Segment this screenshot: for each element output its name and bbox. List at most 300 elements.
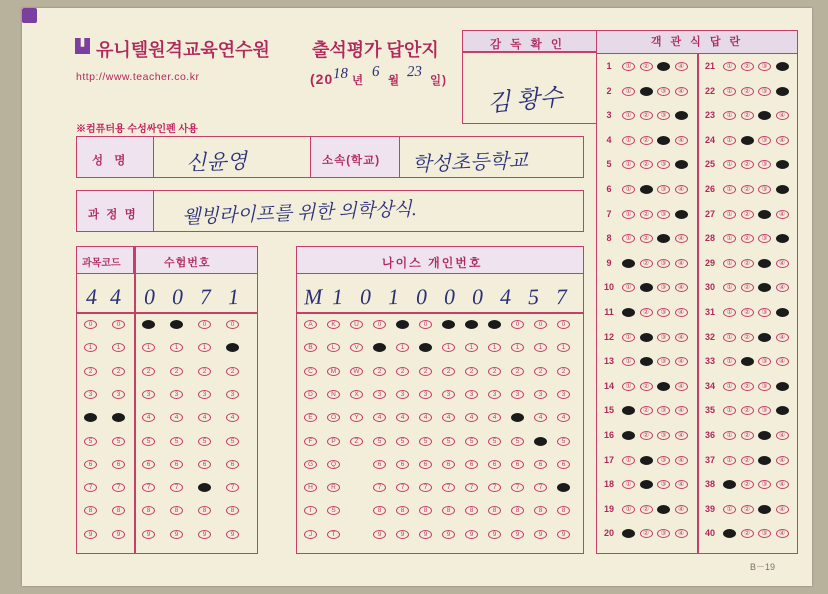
code-bubble-c6-2[interactable]: 2: [226, 367, 239, 376]
nice-bubble-letter-c2-K[interactable]: K: [327, 320, 340, 329]
nice-bubble-c8-7[interactable]: 7: [465, 483, 478, 492]
mcq-bubble-q16-opt4[interactable]: ④: [675, 431, 688, 440]
mcq-bubble-q27-opt4[interactable]: ④: [776, 210, 789, 219]
mcq-bubble-q5-opt2[interactable]: ②: [640, 160, 653, 169]
nice-bubble-c9-3[interactable]: 3: [488, 390, 501, 399]
nice-bubble-c7-4[interactable]: 4: [442, 413, 455, 422]
nice-bubble-c4-4[interactable]: 4: [373, 413, 386, 422]
mcq-bubble-q9-opt3[interactable]: ③: [657, 259, 670, 268]
nice-bubble-c8-2[interactable]: 2: [465, 367, 478, 376]
nice-bubble-letter-c1-F[interactable]: F: [304, 437, 317, 446]
mcq-bubble-q28-opt2[interactable]: ②: [741, 234, 754, 243]
mcq-bubble-q38-opt4[interactable]: ④: [776, 480, 789, 489]
mcq-bubble-q26-opt2[interactable]: ②: [741, 185, 754, 194]
nice-bubble-c11-0[interactable]: 0: [534, 320, 547, 329]
nice-bubble-c12-4[interactable]: 4: [557, 413, 570, 422]
nice-bubble-letter-c1-I[interactable]: I: [304, 506, 317, 515]
mcq-bubble-q29-opt3[interactable]: [758, 259, 771, 268]
mcq-bubble-q32-opt3[interactable]: [758, 333, 771, 342]
mcq-bubble-q12-opt3[interactable]: ③: [657, 333, 670, 342]
mcq-bubble-q34-opt2[interactable]: ②: [741, 382, 754, 391]
mcq-bubble-q40-opt3[interactable]: ③: [758, 529, 771, 538]
mcq-bubble-q20-opt3[interactable]: ③: [657, 529, 670, 538]
code-bubble-c6-3[interactable]: 3: [226, 390, 239, 399]
nice-bubble-letter-c3-Z[interactable]: Z: [350, 437, 363, 446]
nice-bubble-c11-3[interactable]: 3: [534, 390, 547, 399]
nice-bubble-c8-9[interactable]: 9: [465, 530, 478, 539]
mcq-bubble-q39-opt3[interactable]: [758, 505, 771, 514]
mcq-bubble-q3-opt4[interactable]: [675, 111, 688, 120]
nice-bubble-c11-5[interactable]: [534, 437, 547, 446]
code-bubble-c5-8[interactable]: 8: [198, 506, 211, 515]
mcq-bubble-q25-opt3[interactable]: ③: [758, 160, 771, 169]
code-bubble-c5-2[interactable]: 2: [198, 367, 211, 376]
nice-bubble-letter-c2-O[interactable]: O: [327, 413, 340, 422]
mcq-bubble-q17-opt3[interactable]: ③: [657, 456, 670, 465]
nice-bubble-c11-1[interactable]: 1: [534, 343, 547, 352]
mcq-bubble-q3-opt2[interactable]: ②: [640, 111, 653, 120]
mcq-bubble-q8-opt1[interactable]: ①: [622, 234, 635, 243]
code-bubble-c4-5[interactable]: 5: [170, 437, 183, 446]
mcq-bubble-q22-opt2[interactable]: ②: [741, 87, 754, 96]
nice-bubble-c12-1[interactable]: 1: [557, 343, 570, 352]
code-bubble-c6-8[interactable]: 8: [226, 506, 239, 515]
nice-bubble-letter-c3-W[interactable]: W: [350, 367, 363, 376]
nice-bubble-c10-1[interactable]: 1: [511, 343, 524, 352]
nice-bubble-c5-8[interactable]: 8: [396, 506, 409, 515]
nice-bubble-c9-7[interactable]: 7: [488, 483, 501, 492]
mcq-bubble-q20-opt4[interactable]: ④: [675, 529, 688, 538]
nice-bubble-c6-9[interactable]: 9: [419, 530, 432, 539]
code-bubble-c3-3[interactable]: 3: [142, 390, 155, 399]
nice-bubble-c10-8[interactable]: 8: [511, 506, 524, 515]
mcq-bubble-q27-opt1[interactable]: ①: [723, 210, 736, 219]
nice-bubble-c5-6[interactable]: 6: [396, 460, 409, 469]
mcq-bubble-q15-opt2[interactable]: ②: [640, 406, 653, 415]
mcq-bubble-q38-opt2[interactable]: ②: [741, 480, 754, 489]
nice-bubble-c4-8[interactable]: 8: [373, 506, 386, 515]
mcq-bubble-q6-opt1[interactable]: ①: [622, 185, 635, 194]
nice-bubble-c10-0[interactable]: 0: [511, 320, 524, 329]
nice-bubble-c9-8[interactable]: 8: [488, 506, 501, 515]
nice-bubble-letter-c3-V[interactable]: V: [350, 343, 363, 352]
nice-bubble-letter-c2-P[interactable]: P: [327, 437, 340, 446]
mcq-bubble-q23-opt4[interactable]: ④: [776, 111, 789, 120]
mcq-bubble-q40-opt2[interactable]: ②: [741, 529, 754, 538]
nice-bubble-c9-6[interactable]: 6: [488, 460, 501, 469]
nice-bubble-c7-5[interactable]: 5: [442, 437, 455, 446]
nice-bubble-c4-3[interactable]: 3: [373, 390, 386, 399]
mcq-bubble-q7-opt1[interactable]: ①: [622, 210, 635, 219]
code-bubble-c6-4[interactable]: 4: [226, 413, 239, 422]
code-bubble-c1-7[interactable]: 7: [84, 483, 97, 492]
mcq-bubble-q29-opt2[interactable]: ②: [741, 259, 754, 268]
mcq-bubble-q6-opt2[interactable]: [640, 185, 653, 194]
code-bubble-c3-1[interactable]: 1: [142, 343, 155, 352]
nice-bubble-c7-8[interactable]: 8: [442, 506, 455, 515]
nice-bubble-c10-2[interactable]: 2: [511, 367, 524, 376]
code-bubble-c5-5[interactable]: 5: [198, 437, 211, 446]
nice-bubble-c12-9[interactable]: 9: [557, 530, 570, 539]
mcq-bubble-q1-opt2[interactable]: ②: [640, 62, 653, 71]
nice-bubble-c7-0[interactable]: [442, 320, 455, 329]
mcq-bubble-q30-opt2[interactable]: ②: [741, 283, 754, 292]
code-bubble-c1-3[interactable]: 3: [84, 390, 97, 399]
code-bubble-c2-0[interactable]: 0: [112, 320, 125, 329]
mcq-bubble-q18-opt1[interactable]: ①: [622, 480, 635, 489]
nice-bubble-c8-1[interactable]: 1: [465, 343, 478, 352]
mcq-bubble-q1-opt3[interactable]: [657, 62, 670, 71]
nice-bubble-c12-2[interactable]: 2: [557, 367, 570, 376]
mcq-bubble-q6-opt3[interactable]: ③: [657, 185, 670, 194]
nice-bubble-letter-c2-S[interactable]: S: [327, 506, 340, 515]
mcq-bubble-q7-opt4[interactable]: [675, 210, 688, 219]
mcq-bubble-q22-opt4[interactable]: [776, 87, 789, 96]
nice-bubble-c7-9[interactable]: 9: [442, 530, 455, 539]
mcq-bubble-q23-opt1[interactable]: ①: [723, 111, 736, 120]
nice-bubble-c6-5[interactable]: 5: [419, 437, 432, 446]
code-bubble-c1-5[interactable]: 5: [84, 437, 97, 446]
code-bubble-c1-2[interactable]: 2: [84, 367, 97, 376]
mcq-bubble-q31-opt3[interactable]: ③: [758, 308, 771, 317]
mcq-bubble-q4-opt2[interactable]: ②: [640, 136, 653, 145]
mcq-bubble-q33-opt1[interactable]: ①: [723, 357, 736, 366]
nice-bubble-c6-0[interactable]: 0: [419, 320, 432, 329]
nice-bubble-c11-4[interactable]: 4: [534, 413, 547, 422]
mcq-bubble-q2-opt1[interactable]: ①: [622, 87, 635, 96]
nice-bubble-c11-7[interactable]: 7: [534, 483, 547, 492]
nice-bubble-c9-9[interactable]: 9: [488, 530, 501, 539]
nice-bubble-letter-c1-G[interactable]: G: [304, 460, 317, 469]
mcq-bubble-q16-opt3[interactable]: ③: [657, 431, 670, 440]
mcq-bubble-q26-opt3[interactable]: ③: [758, 185, 771, 194]
mcq-bubble-q36-opt4[interactable]: ④: [776, 431, 789, 440]
mcq-bubble-q16-opt1[interactable]: [622, 431, 635, 440]
mcq-bubble-q25-opt1[interactable]: ①: [723, 160, 736, 169]
nice-bubble-c12-5[interactable]: 5: [557, 437, 570, 446]
mcq-bubble-q37-opt3[interactable]: [758, 456, 771, 465]
code-bubble-c6-7[interactable]: 7: [226, 483, 239, 492]
nice-bubble-letter-c1-C[interactable]: C: [304, 367, 317, 376]
mcq-bubble-q35-opt2[interactable]: ②: [741, 406, 754, 415]
nice-bubble-letter-c2-N[interactable]: N: [327, 390, 340, 399]
code-bubble-c2-9[interactable]: 9: [112, 530, 125, 539]
code-bubble-c5-6[interactable]: 6: [198, 460, 211, 469]
code-bubble-c5-4[interactable]: 4: [198, 413, 211, 422]
mcq-bubble-q33-opt3[interactable]: ③: [758, 357, 771, 366]
mcq-bubble-q39-opt2[interactable]: ②: [741, 505, 754, 514]
nice-bubble-letter-c2-Q[interactable]: Q: [327, 460, 340, 469]
code-bubble-c4-3[interactable]: 3: [170, 390, 183, 399]
nice-bubble-c5-1[interactable]: 1: [396, 343, 409, 352]
code-bubble-c1-6[interactable]: 6: [84, 460, 97, 469]
nice-bubble-c11-9[interactable]: 9: [534, 530, 547, 539]
nice-bubble-c9-2[interactable]: 2: [488, 367, 501, 376]
nice-bubble-c11-6[interactable]: 6: [534, 460, 547, 469]
mcq-bubble-q5-opt3[interactable]: ③: [657, 160, 670, 169]
nice-bubble-letter-c1-B[interactable]: B: [304, 343, 317, 352]
mcq-bubble-q28-opt4[interactable]: [776, 234, 789, 243]
nice-bubble-c4-9[interactable]: 9: [373, 530, 386, 539]
mcq-bubble-q11-opt1[interactable]: [622, 308, 635, 317]
mcq-bubble-q3-opt1[interactable]: ①: [622, 111, 635, 120]
nice-bubble-c9-4[interactable]: 4: [488, 413, 501, 422]
nice-bubble-c5-9[interactable]: 9: [396, 530, 409, 539]
nice-bubble-c5-7[interactable]: 7: [396, 483, 409, 492]
mcq-bubble-q4-opt3[interactable]: [657, 136, 670, 145]
nice-bubble-c9-5[interactable]: 5: [488, 437, 501, 446]
mcq-bubble-q1-opt4[interactable]: ④: [675, 62, 688, 71]
code-bubble-c3-7[interactable]: 7: [142, 483, 155, 492]
nice-bubble-c9-1[interactable]: 1: [488, 343, 501, 352]
mcq-bubble-q36-opt2[interactable]: ②: [741, 431, 754, 440]
mcq-bubble-q7-opt2[interactable]: ②: [640, 210, 653, 219]
code-bubble-c3-5[interactable]: 5: [142, 437, 155, 446]
mcq-bubble-q14-opt1[interactable]: ①: [622, 382, 635, 391]
mcq-bubble-q27-opt2[interactable]: ②: [741, 210, 754, 219]
nice-bubble-c12-0[interactable]: 0: [557, 320, 570, 329]
mcq-bubble-q27-opt3[interactable]: [758, 210, 771, 219]
mcq-bubble-q28-opt1[interactable]: ①: [723, 234, 736, 243]
mcq-bubble-q2-opt2[interactable]: [640, 87, 653, 96]
mcq-bubble-q26-opt4[interactable]: [776, 185, 789, 194]
mcq-bubble-q16-opt2[interactable]: ②: [640, 431, 653, 440]
code-bubble-c6-9[interactable]: 9: [226, 530, 239, 539]
mcq-bubble-q11-opt3[interactable]: ③: [657, 308, 670, 317]
mcq-bubble-q28-opt3[interactable]: ③: [758, 234, 771, 243]
mcq-bubble-q32-opt2[interactable]: ②: [741, 333, 754, 342]
nice-bubble-c4-5[interactable]: 5: [373, 437, 386, 446]
mcq-bubble-q10-opt4[interactable]: ④: [675, 283, 688, 292]
code-bubble-c4-8[interactable]: 8: [170, 506, 183, 515]
code-bubble-c5-9[interactable]: 9: [198, 530, 211, 539]
nice-bubble-letter-c3-U[interactable]: U: [350, 320, 363, 329]
nice-bubble-c12-6[interactable]: 6: [557, 460, 570, 469]
nice-bubble-c12-8[interactable]: 8: [557, 506, 570, 515]
mcq-bubble-q21-opt3[interactable]: ③: [758, 62, 771, 71]
mcq-bubble-q13-opt3[interactable]: ③: [657, 357, 670, 366]
mcq-bubble-q9-opt2[interactable]: ②: [640, 259, 653, 268]
mcq-bubble-q22-opt1[interactable]: ①: [723, 87, 736, 96]
nice-bubble-c6-6[interactable]: 6: [419, 460, 432, 469]
nice-bubble-c6-2[interactable]: 2: [419, 367, 432, 376]
mcq-bubble-q2-opt3[interactable]: ③: [657, 87, 670, 96]
mcq-bubble-q12-opt4[interactable]: ④: [675, 333, 688, 342]
nice-bubble-letter-c3-Y[interactable]: Y: [350, 413, 363, 422]
mcq-bubble-q34-opt4[interactable]: [776, 382, 789, 391]
code-bubble-c5-3[interactable]: 3: [198, 390, 211, 399]
mcq-bubble-q13-opt1[interactable]: ①: [622, 357, 635, 366]
nice-bubble-c5-2[interactable]: 2: [396, 367, 409, 376]
mcq-bubble-q31-opt1[interactable]: ①: [723, 308, 736, 317]
mcq-bubble-q32-opt1[interactable]: ①: [723, 333, 736, 342]
code-bubble-c5-1[interactable]: 1: [198, 343, 211, 352]
mcq-bubble-q25-opt2[interactable]: ②: [741, 160, 754, 169]
mcq-bubble-q2-opt4[interactable]: ④: [675, 87, 688, 96]
code-bubble-c1-1[interactable]: 1: [84, 343, 97, 352]
mcq-bubble-q37-opt4[interactable]: ④: [776, 456, 789, 465]
mcq-bubble-q11-opt2[interactable]: ②: [640, 308, 653, 317]
mcq-bubble-q34-opt3[interactable]: ③: [758, 382, 771, 391]
mcq-bubble-q14-opt3[interactable]: [657, 382, 670, 391]
code-bubble-c6-6[interactable]: 6: [226, 460, 239, 469]
nice-bubble-letter-c1-H[interactable]: H: [304, 483, 317, 492]
mcq-bubble-q37-opt1[interactable]: ①: [723, 456, 736, 465]
nice-bubble-c7-6[interactable]: 6: [442, 460, 455, 469]
code-bubble-c4-9[interactable]: 9: [170, 530, 183, 539]
nice-bubble-letter-c1-E[interactable]: E: [304, 413, 317, 422]
code-bubble-c2-3[interactable]: 3: [112, 390, 125, 399]
code-bubble-c1-8[interactable]: 8: [84, 506, 97, 515]
mcq-bubble-q4-opt1[interactable]: ①: [622, 136, 635, 145]
mcq-bubble-q4-opt4[interactable]: ④: [675, 136, 688, 145]
nice-bubble-c8-4[interactable]: 4: [465, 413, 478, 422]
mcq-bubble-q21-opt4[interactable]: [776, 62, 789, 71]
mcq-bubble-q21-opt1[interactable]: ①: [723, 62, 736, 71]
mcq-bubble-q19-opt4[interactable]: ④: [675, 505, 688, 514]
code-bubble-c3-8[interactable]: 8: [142, 506, 155, 515]
code-bubble-c3-6[interactable]: 6: [142, 460, 155, 469]
mcq-bubble-q26-opt1[interactable]: ①: [723, 185, 736, 194]
nice-bubble-c7-3[interactable]: 3: [442, 390, 455, 399]
code-bubble-c4-4[interactable]: 4: [170, 413, 183, 422]
mcq-bubble-q13-opt2[interactable]: [640, 357, 653, 366]
mcq-bubble-q7-opt3[interactable]: ③: [657, 210, 670, 219]
mcq-bubble-q33-opt4[interactable]: ④: [776, 357, 789, 366]
mcq-bubble-q8-opt2[interactable]: ②: [640, 234, 653, 243]
code-bubble-c4-7[interactable]: 7: [170, 483, 183, 492]
nice-bubble-letter-c2-M[interactable]: M: [327, 367, 340, 376]
code-bubble-c2-2[interactable]: 2: [112, 367, 125, 376]
code-bubble-c2-7[interactable]: 7: [112, 483, 125, 492]
mcq-bubble-q9-opt1[interactable]: [622, 259, 635, 268]
code-bubble-c1-9[interactable]: 9: [84, 530, 97, 539]
nice-bubble-c10-9[interactable]: 9: [511, 530, 524, 539]
mcq-bubble-q19-opt1[interactable]: ①: [622, 505, 635, 514]
mcq-bubble-q24-opt2[interactable]: [741, 136, 754, 145]
mcq-bubble-q40-opt4[interactable]: ④: [776, 529, 789, 538]
mcq-bubble-q36-opt3[interactable]: [758, 431, 771, 440]
mcq-bubble-q19-opt3[interactable]: [657, 505, 670, 514]
nice-bubble-c5-3[interactable]: 3: [396, 390, 409, 399]
mcq-bubble-q11-opt4[interactable]: ④: [675, 308, 688, 317]
nice-bubble-c4-6[interactable]: 6: [373, 460, 386, 469]
mcq-bubble-q9-opt4[interactable]: ④: [675, 259, 688, 268]
nice-bubble-c11-2[interactable]: 2: [534, 367, 547, 376]
mcq-bubble-q34-opt1[interactable]: ①: [723, 382, 736, 391]
mcq-bubble-q18-opt3[interactable]: ③: [657, 480, 670, 489]
code-bubble-c3-0[interactable]: [142, 320, 155, 329]
mcq-bubble-q21-opt2[interactable]: ②: [741, 62, 754, 71]
code-bubble-c3-2[interactable]: 2: [142, 367, 155, 376]
code-bubble-c4-6[interactable]: 6: [170, 460, 183, 469]
mcq-bubble-q17-opt2[interactable]: [640, 456, 653, 465]
code-bubble-c2-6[interactable]: 6: [112, 460, 125, 469]
mcq-bubble-q18-opt4[interactable]: ④: [675, 480, 688, 489]
mcq-bubble-q32-opt4[interactable]: ④: [776, 333, 789, 342]
mcq-bubble-q30-opt1[interactable]: ①: [723, 283, 736, 292]
mcq-bubble-q31-opt2[interactable]: ②: [741, 308, 754, 317]
nice-bubble-c11-8[interactable]: 8: [534, 506, 547, 515]
mcq-bubble-q18-opt2[interactable]: [640, 480, 653, 489]
code-bubble-c5-0[interactable]: 0: [198, 320, 211, 329]
nice-bubble-c6-8[interactable]: 8: [419, 506, 432, 515]
code-bubble-c3-9[interactable]: 9: [142, 530, 155, 539]
mcq-bubble-q30-opt4[interactable]: ④: [776, 283, 789, 292]
mcq-bubble-q12-opt2[interactable]: [640, 333, 653, 342]
mcq-bubble-q10-opt1[interactable]: ①: [622, 283, 635, 292]
nice-bubble-c7-1[interactable]: 1: [442, 343, 455, 352]
mcq-bubble-q24-opt1[interactable]: ①: [723, 136, 736, 145]
nice-bubble-letter-c1-A[interactable]: A: [304, 320, 317, 329]
code-bubble-c6-0[interactable]: 0: [226, 320, 239, 329]
mcq-bubble-q13-opt4[interactable]: ④: [675, 357, 688, 366]
mcq-bubble-q5-opt1[interactable]: ①: [622, 160, 635, 169]
mcq-bubble-q3-opt3[interactable]: ③: [657, 111, 670, 120]
code-bubble-c2-5[interactable]: 5: [112, 437, 125, 446]
nice-bubble-c10-5[interactable]: 5: [511, 437, 524, 446]
nice-bubble-c6-4[interactable]: 4: [419, 413, 432, 422]
code-bubble-c2-8[interactable]: 8: [112, 506, 125, 515]
nice-bubble-letter-c2-R[interactable]: R: [327, 483, 340, 492]
nice-bubble-c7-7[interactable]: 7: [442, 483, 455, 492]
nice-bubble-letter-c3-X[interactable]: X: [350, 390, 363, 399]
mcq-bubble-q38-opt3[interactable]: ③: [758, 480, 771, 489]
code-bubble-c4-0[interactable]: [170, 320, 183, 329]
nice-bubble-c10-3[interactable]: 3: [511, 390, 524, 399]
nice-bubble-c6-3[interactable]: 3: [419, 390, 432, 399]
mcq-bubble-q12-opt1[interactable]: ①: [622, 333, 635, 342]
code-bubble-c4-1[interactable]: 1: [170, 343, 183, 352]
nice-bubble-c12-3[interactable]: 3: [557, 390, 570, 399]
nice-bubble-c5-4[interactable]: 4: [396, 413, 409, 422]
mcq-bubble-q17-opt4[interactable]: ④: [675, 456, 688, 465]
mcq-bubble-q19-opt2[interactable]: ②: [640, 505, 653, 514]
mcq-bubble-q35-opt1[interactable]: ①: [723, 406, 736, 415]
mcq-bubble-q29-opt4[interactable]: ④: [776, 259, 789, 268]
mcq-bubble-q37-opt2[interactable]: ②: [741, 456, 754, 465]
nice-bubble-c8-5[interactable]: 5: [465, 437, 478, 446]
mcq-bubble-q35-opt3[interactable]: ③: [758, 406, 771, 415]
mcq-bubble-q14-opt2[interactable]: ②: [640, 382, 653, 391]
mcq-bubble-q31-opt4[interactable]: [776, 308, 789, 317]
mcq-bubble-q33-opt2[interactable]: [741, 357, 754, 366]
mcq-bubble-q39-opt1[interactable]: ①: [723, 505, 736, 514]
code-bubble-c4-2[interactable]: 2: [170, 367, 183, 376]
nice-bubble-c8-3[interactable]: 3: [465, 390, 478, 399]
code-bubble-c2-1[interactable]: 1: [112, 343, 125, 352]
nice-bubble-letter-c2-L[interactable]: L: [327, 343, 340, 352]
nice-bubble-c7-2[interactable]: 2: [442, 367, 455, 376]
code-bubble-c6-5[interactable]: 5: [226, 437, 239, 446]
nice-bubble-c9-0[interactable]: [488, 320, 501, 329]
nice-bubble-c6-7[interactable]: 7: [419, 483, 432, 492]
mcq-bubble-q39-opt4[interactable]: ④: [776, 505, 789, 514]
mcq-bubble-q15-opt4[interactable]: ④: [675, 406, 688, 415]
nice-bubble-c8-0[interactable]: [465, 320, 478, 329]
mcq-bubble-q29-opt1[interactable]: ①: [723, 259, 736, 268]
mcq-bubble-q6-opt4[interactable]: ④: [675, 185, 688, 194]
mcq-bubble-q24-opt4[interactable]: ④: [776, 136, 789, 145]
mcq-bubble-q14-opt4[interactable]: ④: [675, 382, 688, 391]
mcq-bubble-q15-opt3[interactable]: ③: [657, 406, 670, 415]
nice-bubble-c4-2[interactable]: 2: [373, 367, 386, 376]
nice-bubble-letter-c1-J[interactable]: J: [304, 530, 317, 539]
nice-bubble-c5-5[interactable]: 5: [396, 437, 409, 446]
nice-bubble-letter-c1-D[interactable]: D: [304, 390, 317, 399]
code-bubble-c1-0[interactable]: 0: [84, 320, 97, 329]
nice-bubble-letter-c2-T[interactable]: T: [327, 530, 340, 539]
